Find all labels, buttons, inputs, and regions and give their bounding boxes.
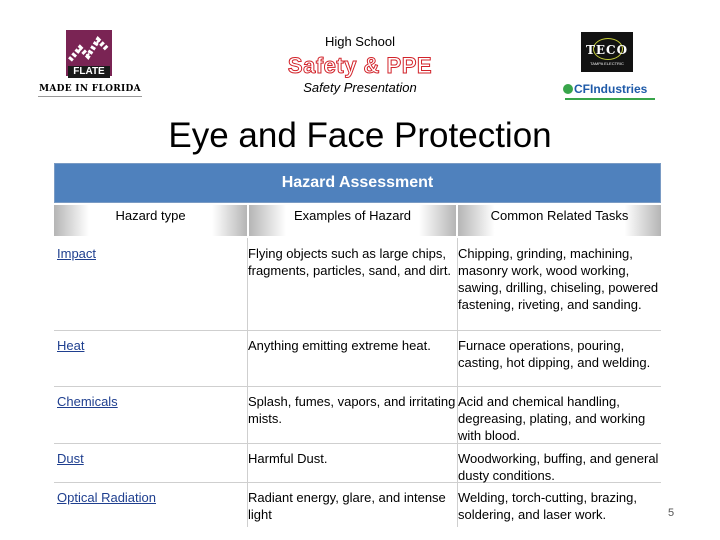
hazard-cell <box>57 337 242 354</box>
table-row <box>54 483 661 527</box>
tasks-cell: Acid and chemical handling, degreasing, plating, and working with blood. <box>458 394 646 443</box>
cf-underline <box>565 98 655 100</box>
column-header-examples: Examples of Hazard <box>249 205 456 236</box>
column-header-hazard-type: Hazard type <box>54 205 247 236</box>
table-header-row <box>54 203 661 238</box>
flate-tagline: MADE IN FLORIDA <box>39 84 141 94</box>
example-cell: Anything emitting extreme heat. <box>248 338 431 353</box>
hazard-cell <box>57 450 242 467</box>
hazard-link-dust[interactable]: Dust <box>57 451 84 466</box>
column-header-tasks: Common Related Tasks <box>458 205 661 236</box>
presentation-subtitle: Safety Presentation <box>303 80 417 95</box>
flate-divider <box>38 96 142 97</box>
cf-industries-logo <box>563 82 655 102</box>
page-number: 5 <box>668 507 675 519</box>
table-row <box>54 238 661 331</box>
tasks-cell: Furnace operations, pouring, casting, hot dipping, and welding. <box>458 338 651 370</box>
slide-title: Eye and Face Protection <box>168 116 552 155</box>
example-cell: Radiant energy, glare, and intense light <box>248 490 446 522</box>
hazard-link-optical-radiation[interactable]: Optical Radiation <box>57 490 156 505</box>
teco-tagline: TAMPA ELECTRIC <box>590 61 624 66</box>
hazard-link-impact[interactable]: Impact <box>57 246 97 261</box>
example-cell: Splash, fumes, vapors, and irritating mists. <box>248 394 456 426</box>
cf-word: CFIndustries <box>574 82 648 96</box>
school-label: High School <box>324 34 396 49</box>
flate-word: FLATE <box>68 66 110 78</box>
presentation-title: Safety & PPE <box>287 53 433 78</box>
tasks-cell: Woodworking, buffing, and general dusty conditions. <box>458 451 659 483</box>
hazard-link-heat[interactable]: Heat <box>57 338 85 353</box>
table-row <box>54 331 661 387</box>
hazard-link-chemicals[interactable]: Chemicals <box>57 394 118 409</box>
hazard-cell <box>57 393 242 410</box>
example-cell: Flying objects such as large chips, fragments, particles, sand, and dirt. <box>248 246 452 278</box>
table-row <box>54 387 661 444</box>
table-row <box>54 444 661 483</box>
teco-word: TECO <box>585 43 629 57</box>
hazard-table <box>54 163 661 527</box>
cf-leaf-icon <box>563 84 573 94</box>
tasks-cell: Welding, torch-cutting, brazing, soldering, and laser work. <box>458 490 637 522</box>
hazard-cell <box>57 245 242 262</box>
hazard-cell <box>57 489 242 506</box>
example-cell: Harmful Dust. <box>248 451 328 466</box>
teco-logo <box>581 32 633 72</box>
table-caption: Hazard Assessment <box>54 163 661 203</box>
tasks-cell: Chipping, grinding, machining, masonry work, wood working, sawing, drilling, chiseling, powered fastening, riveting, and sanding. <box>458 246 659 312</box>
